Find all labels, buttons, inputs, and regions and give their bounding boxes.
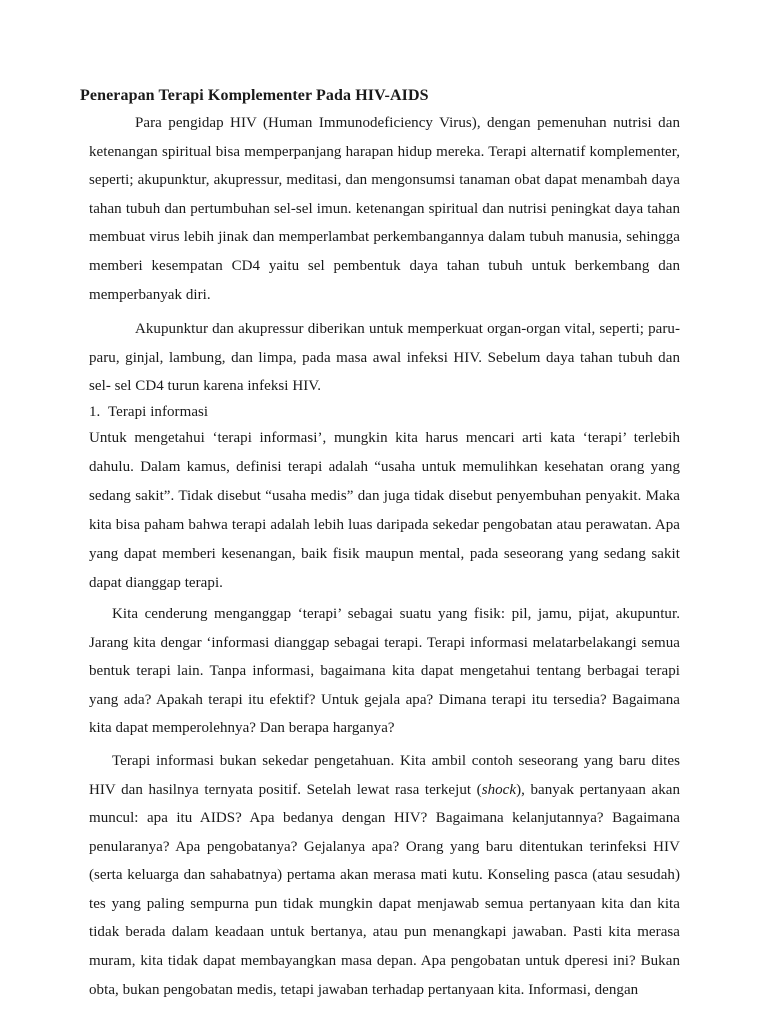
paragraph-text-before: Terapi informasi bukan sekedar pengetahuan. Kita ambil contoh seseorang yang baru dites HIV dan hasilnya ternyata positif. Setelah lewat rasa terkejut ( (89, 752, 680, 798)
paragraph-acupuncture: Akupunktur dan akupressur diberikan untuk memperkuat organ-organ vital, seperti; paru-paru, ginjal, lambung, dan limpa, pada masa awal infeksi HIV. Sebelum daya tahan tubuh dan sel- sel CD4 turun karena infeksi HIV. (89, 321, 680, 395)
document-title: Penerapan Terapi Komplementer Pada HIV-AIDS (80, 87, 429, 104)
paragraph-physical-therapy: Kita cenderung menganggap ‘terapi’ sebagai suatu yang fisik: pil, jamu, pijat, akupuntur. Jarang kita dengar ‘informasi dianggap sebagai terapi. Terapi informasi melatarbelakangi semua bentuk terapi lain. Tanpa informasi, bagaimana kita dapat mengetahui tentang berbagai terapi yang ada? Apakah terapi itu efektif? Untuk gejala apa? Dimana terapi itu tersedia? Bagaimana kita dapat memperolehnya? Dan berapa harganya? (89, 605, 680, 737)
paragraph-information-therapy (89, 747, 680, 1004)
italic-shock: shock (481, 781, 517, 798)
section-number: 1. (89, 403, 101, 420)
paragraph-nutrition-spiritual: Para pengidap HIV (Human Immunodeficiency Virus), dengan pemenuhan nutrisi dan ketenangan spiritual bisa memperpanjang harapan hidup mereka. Terapi alternatif komplementer, seperti; akupunktur, akupressur, meditasi, dan mengonsumsi tanaman obat dapat menambah daya tahan tubuh dan pertumbuhan sel-sel imun. ketenangan spiritual dan nutrisi peningkat daya tahan membuat virus lebih jinak dan memperlambat perkembangannya dalam tubuh manusia, sehingga memberi kesempatan CD4 yaitu sel pembentuk daya tahan tubuh untuk berkembang dan memperbanyak diri. (89, 115, 680, 303)
section-heading (89, 400, 680, 424)
section-title: Terapi informasi (108, 403, 209, 420)
paragraph-text-after: ), banyak pertanyaan akan muncul: apa itu AIDS? Apa bedanya dengan HIV? Bagaimana kelanjutannya? Bagaimana penularanya? Apa pengobatanya? Gejalanya apa? Orang yang baru ditentukan terinfeksi HIV (serta keluarga dan sahabatnya) pertama akan merasa mati kutu. Konseling pasca (atau sesudah) tes yang paling sempurna pun tidak mungkin dapat menjawab semua pertanyaan kita dan kita tidak berada dalam keadaan untuk bertanya, atau pun menangkapi jawaban. Pasti kita merasa muram, kita tidak dapat membayangkan masa depan. Apa pengobatan untuk dperesi ini? Bukan obta, bukan pengobatan medis, tetapi jawaban terhadap pertanyaan kita. Informasi, dengan (89, 781, 681, 998)
paragraph-definition: Untuk mengetahui ‘terapi informasi’, mungkin kita harus mencari arti kata ‘terapi’ terlebih dahulu. Dalam kamus, definisi terapi adalah “usaha untuk memulihkan kesehatan orang yang sedang sakit”. Tidak disebut “usaha medis” dan juga tidak disebut penyembuhan penyakit. Maka kita bisa paham bahwa terapi adalah lebih luas daripada sekedar pengobatan atau perawatan. Apa yang dapat memberi kesenangan, baik fisik maupun mental, pada seseorang yang sedang sakit dapat dianggap terapi. (89, 429, 680, 591)
